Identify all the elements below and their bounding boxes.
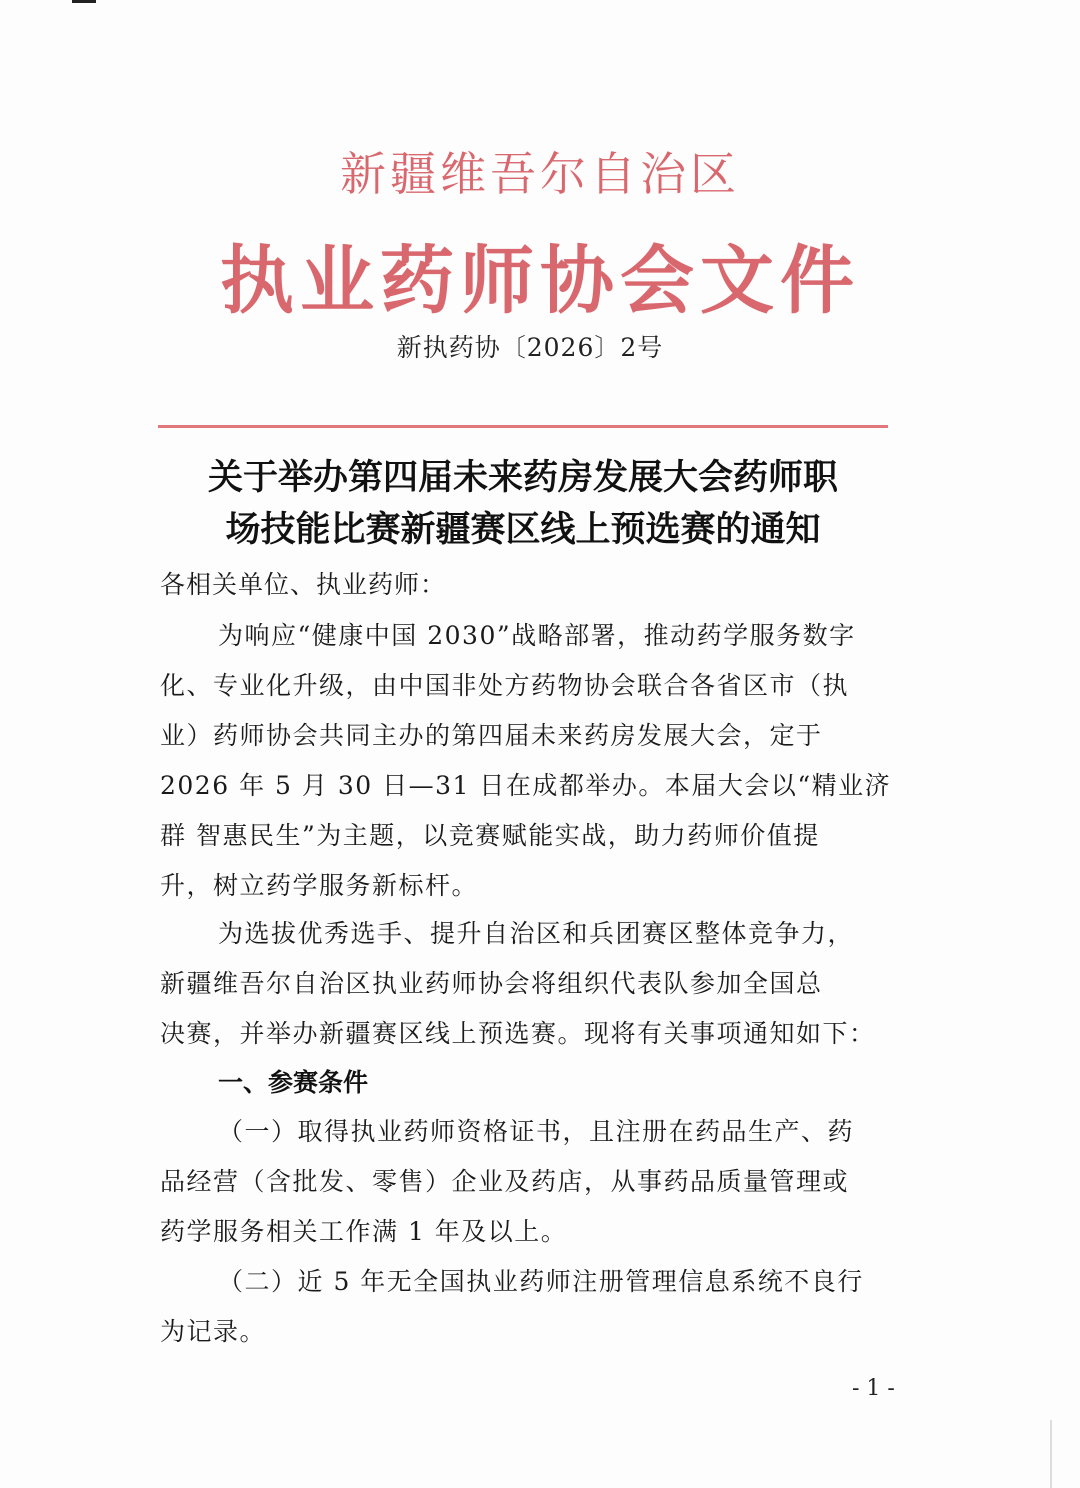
paragraph-line: 升，树立药学服务新标杆。 bbox=[160, 871, 479, 900]
document-title bbox=[158, 452, 888, 556]
paragraph-line: 品经营（含批发、零售）企业及药店，从事药品质量管理或 bbox=[160, 1167, 850, 1196]
section-heading: 一、参赛条件 bbox=[218, 1068, 369, 1097]
paragraph-line: 群 智惠民生”为主题，以竞赛赋能实战，助力药师价值提 bbox=[160, 821, 820, 850]
paragraph-line: 为选拔优秀选手、提升自治区和兵团赛区整体竞争力， bbox=[218, 919, 855, 948]
paragraph-line: 药学服务相关工作满 1 年及以上。 bbox=[160, 1217, 568, 1246]
paragraph-line: （二）近 5 年无全国执业药师注册管理信息系统不良行 bbox=[218, 1267, 864, 1296]
paragraph-line: 2026 年 5 月 30 日—31 日在成都举办。本届大会以“精业济 bbox=[160, 771, 892, 800]
paragraph-line: 决赛，并举办新疆赛区线上预选赛。现将有关事项通知如下： bbox=[160, 1019, 876, 1048]
paragraph-line: 新疆维吾尔自治区执业药师协会将组织代表队参加全国总 bbox=[160, 969, 823, 998]
paragraph-line: 为响应“健康中国 2030”战略部署，推动药学服务数字 bbox=[218, 621, 856, 650]
scan-edge-mark bbox=[1050, 1420, 1052, 1488]
red-divider bbox=[158, 425, 888, 428]
title-line: 场技能比赛新疆赛区线上预选赛的通知 bbox=[225, 510, 821, 550]
paragraph-line: 为记录。 bbox=[160, 1317, 267, 1346]
issuer-title: 执业药师协会文件 bbox=[220, 238, 860, 324]
issuer-region: 新疆维吾尔自治区 bbox=[340, 147, 740, 201]
page-number: - 1 - bbox=[852, 1376, 895, 1401]
paragraph-line: 化、专业化升级，由中国非处方药物协会联合各省区市（执 bbox=[160, 671, 850, 700]
document-number: 新执药协〔2026〕2号 bbox=[396, 333, 664, 362]
title-line: 关于举办第四届未来药房发展大会药师职 bbox=[207, 458, 838, 498]
salutation: 各相关单位、执业药师： bbox=[160, 570, 447, 599]
paragraph-line: 业）药师协会共同主办的第四届未来药房发展大会，定于 bbox=[160, 721, 823, 750]
scan-corner-mark bbox=[72, 0, 96, 3]
paragraph-line: （一）取得执业药师资格证书，且注册在药品生产、药 bbox=[218, 1117, 855, 1146]
